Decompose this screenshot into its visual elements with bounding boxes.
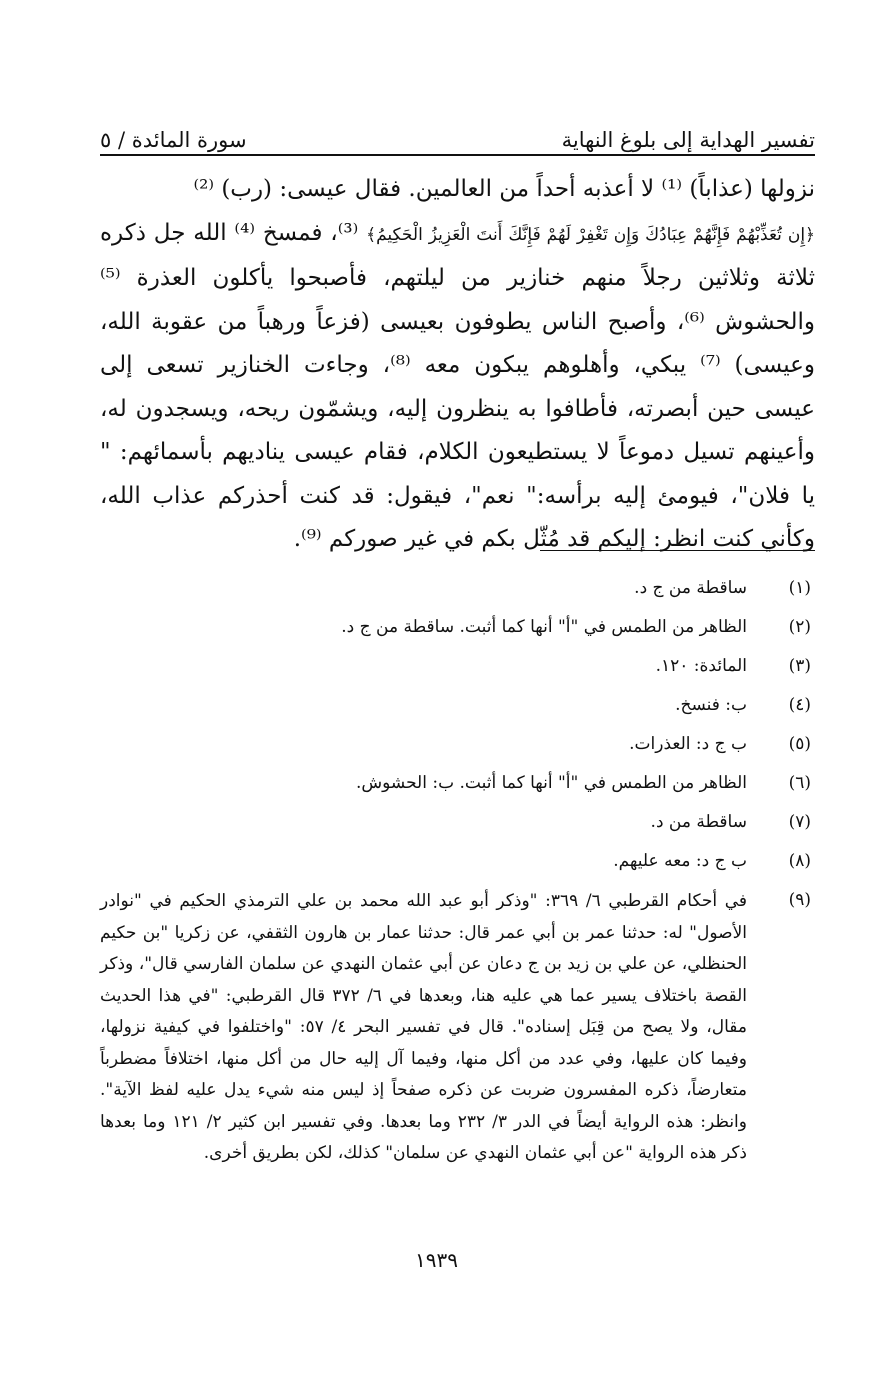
- footnote-item: [100, 652, 817, 680]
- footnote-text: المائدة: ١٢٠.: [655, 656, 747, 676]
- book-title: تفسير الهداية إلى بلوغ النهاية: [561, 128, 815, 152]
- quran-verse: ﴿إِن تُعَذِّبْهُمْ فَإِنَّهُمْ عِبَادُكَ وَإِن تَغْفِرْ لَهُمْ فَإِنَّكَ أَنتَ الْعَزِيزُ الْحَكِيمُ﴾: [366, 224, 816, 245]
- footnote-item: [100, 691, 817, 719]
- running-header: [100, 112, 815, 152]
- footnote-item: [100, 847, 817, 875]
- footnote-number: (٣): [788, 656, 811, 676]
- footnote-text: ساقطة من ج د.: [634, 578, 747, 598]
- page-number: ١٩٣٩: [415, 1248, 458, 1272]
- footnote-text: في أحكام القرطبي ٦/ ٣٦٩: "وذكر أبو عبد الله محمد بن علي الترمذي الحكيم في "نوادر الأصول" له: حدثنا عمر بن أبي عمر قال: حدثنا عمار بن هارون الثقفي، عن زكريا "بن حكيم الحنظلي، عن علي بن زيد بن ج دعان عن أبي عثمان النهدي عن سلمان الفارسي قال"، وذكر القصة باختلاف يسير عما هي عليه هنا، وبعدها في ٦/ ٣٧٢ قال القرطبي: "في هذا الحديث مقال، ولا يصح من قِبَل إسناده". قال في تفسير البحر ٤/ ٥٧: "واختلفوا في كيفية نزولها، وفيما كان عليها، وفي عدد من أكل منها، وفيما آل إليه حال من أكل منها، اختلافاً مضطرباً متعارضاً، ذكره المفسرون ضربت عن ذكره صفحاً إذ ليس منه شيء يدل عليه لفظ الآية". وانظر: هذه الرواية أيضاً في الدر ٣/ ٢٣٢ وما بعدها. وفي تفسير ابن كثير ٢/ ١٢١ وما بعدها ذكر هذه الرواية "عن أبي عثمان النهدي عن سلمان" كذلك، لكن بطريق أخرى.: [100, 891, 747, 1163]
- main-paragraph: [100, 168, 815, 562]
- footnote-item: [100, 730, 817, 758]
- footnote-number: (٦): [788, 773, 811, 793]
- footnote-item: [100, 769, 817, 797]
- footnote-number: (٤): [788, 695, 811, 715]
- footnote-item: [100, 574, 817, 602]
- footnote-number: (٩): [788, 890, 811, 910]
- text-paragraph-rest: رجلاً منهم خنازير من ليلتهم، فأصبحوا يأكلون العذرة ⁽⁵⁾ والحشوش ⁽⁶⁾، وأصبح الناس يطوفون بعيسى (فزعاً ورهباً من عقوبة الله، وعيسى) ⁽⁷⁾ يبكي، وأهلوهم يبكون معه ⁽⁸⁾، وجاءت الخنازير تسعى إلى عيسى حين أبصرته، فأطافوا به ينظرون إليه، ويشمّون ريحه، ويسجدون له، وأعينهم تسيل دموعاً لا يستطيعون الكلام، فقام عيسى يناديهم بأسمائهم: " يا فلان"، فيومئ إليه برأسه:" نعم"، فيقول: قد كنت أحذركم عذاب الله، وكأني كنت انظر: إليكم قد مُثّل بكم في غير صوركم ⁽⁹⁾.: [100, 265, 815, 552]
- footnote-number: (٥): [788, 734, 811, 754]
- footnote-text: ب: فنسخ.: [675, 695, 747, 715]
- footnote-item: [100, 886, 817, 1170]
- footnote-number: (٧): [788, 812, 811, 832]
- footnote-number: (٨): [788, 851, 811, 871]
- footnotes: [100, 574, 817, 1181]
- footnote-divider: [540, 550, 815, 551]
- footnote-number: (١): [788, 578, 811, 598]
- footnote-text: الظاهر من الطمس في "أ" أنها كما أثبت. ساقطة من ج د.: [341, 617, 747, 637]
- footnote-item: [100, 613, 817, 641]
- footnote-item: [100, 808, 817, 836]
- text-line-2-rest: ⁽³⁾، فمسخ ⁽⁴⁾ الله جل ذكره ثلاثة وثلاثين: [100, 219, 815, 291]
- text-line-1: نزولها (عذاباً) ⁽¹⁾ لا أعذبه أحداً من العالمين. فقال عيسى: (رب) ⁽²⁾: [193, 176, 815, 202]
- footnote-number: (٢): [788, 617, 811, 637]
- footnote-text: ساقطة من د.: [650, 812, 747, 832]
- footnote-text: ب ج د: معه عليهم.: [613, 851, 747, 871]
- footnote-text: الظاهر من الطمس في "أ" أنها كما أثبت. ب: الحشوش.: [355, 773, 747, 793]
- main-text: [100, 168, 815, 562]
- header-divider: [100, 154, 815, 156]
- footnote-text: ب ج د: العذرات.: [629, 734, 747, 754]
- surah-title: سورة المائدة / ٥: [100, 128, 247, 152]
